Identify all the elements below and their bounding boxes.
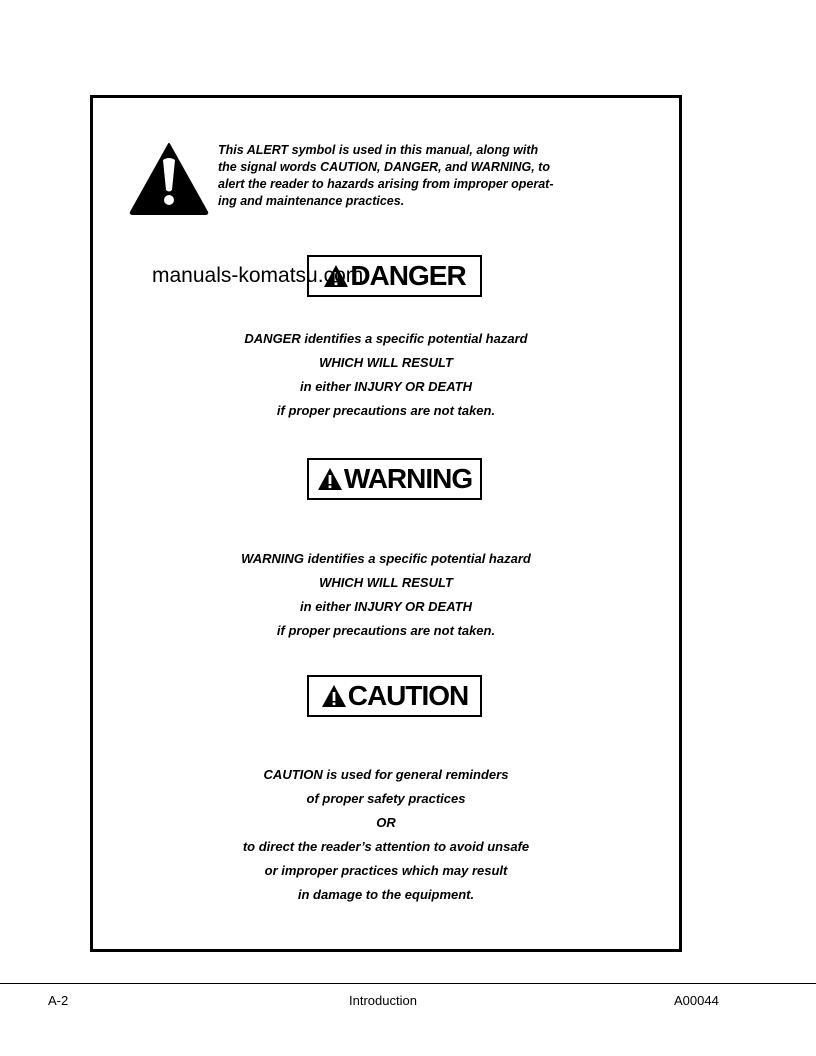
danger-line: WHICH WILL RESULT [319,355,453,370]
caution-line: to direct the reader’s attention to avoid unsafe [242,839,530,854]
warning-description [93,547,679,643]
caution-line: of proper safety practices [306,791,466,806]
warning-triangle-icon [129,142,209,216]
caution-description [93,763,679,907]
caution-triangle-icon [321,684,347,708]
caution-sign [307,675,482,717]
alert-line: alert the reader to hazards arising from improper operat- [218,177,554,191]
alert-description [218,142,583,210]
warning-line: if proper precautions are not taken. [276,623,496,638]
caution-line: or improper practices which may result [264,863,508,878]
alert-line: This ALERT symbol is used in this manual, along with [218,143,539,157]
danger-line: DANGER identifies a specific potential hazard [244,331,528,346]
warning-label: WARNING [343,463,473,494]
alert-line: ing and maintenance practices. [218,194,405,208]
caution-line: CAUTION is used for general reminders [263,767,509,782]
warning-sign [307,458,482,500]
warning-triangle-icon [317,467,343,491]
danger-description [93,327,679,423]
footer-divider [0,983,816,984]
caution-line: OR [376,815,396,830]
caution-line: in damage to the equipment. [297,887,475,902]
warning-line: in either INJURY OR DEATH [300,599,472,614]
warning-line: WARNING identifies a specific potential hazard [241,551,531,566]
caution-label: CAUTION [347,680,469,711]
danger-line: in either INJURY OR DEATH [300,379,472,394]
watermark: manuals-komatsu.com [152,264,364,287]
footer-section-title: Introduction [349,993,417,1008]
alert-line: the signal words CAUTION, DANGER, and WARNING, to [218,160,550,174]
safety-alert-box [90,95,682,952]
warning-line: WHICH WILL RESULT [319,575,453,590]
footer-document-code: A00044 [674,993,719,1008]
footer-page-number: A-2 [48,993,69,1008]
danger-line: if proper precautions are not taken. [276,403,496,418]
danger-label: DANGER [350,260,466,291]
